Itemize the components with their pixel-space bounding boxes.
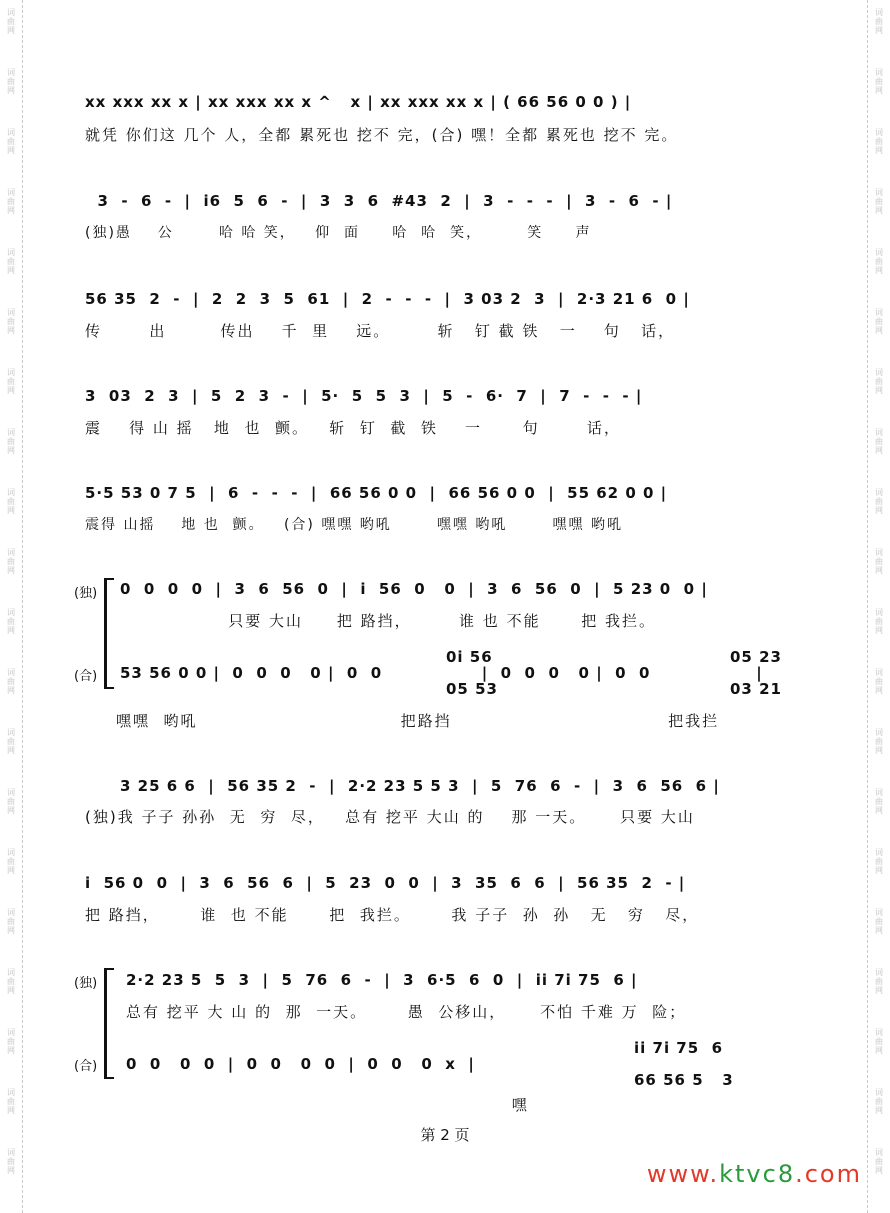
score-line-9-lyrics: 把 路挡， 谁 也 不能 把 我拦。 我 子子 孙 孙 无 穷 尽， bbox=[85, 906, 700, 924]
solo-label: (独) bbox=[74, 586, 98, 601]
watermark-glyph: 词 曲 网 bbox=[875, 548, 883, 575]
watermark-glyph: 词 曲 网 bbox=[875, 608, 883, 635]
watermark-glyph: 词 曲 网 bbox=[7, 128, 15, 155]
watermark-glyph: 词 曲 网 bbox=[875, 668, 883, 695]
score-line-3-notes: 56 35 2 - | 2 2 3 5 61 | 2 - - - | 3 03 2 3 | 2·3 21 6 0 | bbox=[85, 290, 690, 308]
right-margin-watermark bbox=[867, 0, 890, 1213]
score-line-6-lyrics: 只要 大山 把 路挡， 谁 也 不能 把 我拦。 bbox=[120, 612, 656, 630]
watermark-glyph: 词 曲 网 bbox=[7, 368, 15, 395]
score-line-10-notes: 2·2 23 5 5 3 | 5 76 6 - | 3 6·5 6 0 | ii 7i 75 6 | bbox=[126, 971, 638, 989]
watermark-glyph: 词 曲 网 bbox=[7, 1148, 15, 1175]
score-line-5-notes: 5·5 53 0 7 5 | 6 - - - | 66 56 0 0 | 66 56 0 0 | 55 62 0 0 | bbox=[85, 484, 668, 502]
watermark-glyph: 词 曲 网 bbox=[875, 308, 883, 335]
stack-1-bottom: 05 53 bbox=[446, 680, 498, 698]
watermark-glyph: 词 曲 网 bbox=[875, 1148, 883, 1175]
score-line-2-notes: 3 - 6 - | i6 5 6 - | 3 3 6 #43 2 | 3 - - - | 3 - 6 - | bbox=[85, 192, 673, 210]
page-number: 第 2 页 bbox=[420, 1126, 470, 1144]
chorus-label: (合) bbox=[74, 669, 98, 684]
watermark-glyph: 词 曲 网 bbox=[875, 1028, 883, 1055]
watermark-glyph: 词 曲 网 bbox=[875, 8, 883, 35]
stack-3-top: ii 7i 75 6 bbox=[634, 1039, 724, 1057]
stack-2-top: 05 23 bbox=[730, 648, 782, 666]
score-line-9-notes: i 56 0 0 | 3 6 56 6 | 5 23 0 0 | 3 35 6 6 | 56 35 2 - | bbox=[85, 874, 686, 892]
score-line-10-lyrics: 总有 挖平 大 山 的 那 一天。 愚 公移山， 不怕 千难 万 险； bbox=[126, 1003, 687, 1021]
stack-2-bottom: 03 21 bbox=[730, 680, 782, 698]
chorus-label-2: (合) bbox=[74, 1059, 98, 1074]
watermark-glyph: 词 曲 网 bbox=[875, 968, 883, 995]
solo-label-2: (独) bbox=[74, 976, 98, 991]
score-line-3-lyrics: 传 出 传出 千 里 远。 斩 钉 截 铁 一 句 话， bbox=[85, 322, 676, 340]
watermark-glyph: 词 曲 网 bbox=[7, 68, 15, 95]
score-line-8-notes: 3 25 6 6 | 56 35 2 - | 2·2 23 5 5 3 | 5 76 6 - | 3 6 56 6 | bbox=[120, 777, 720, 795]
watermark-glyph: 词 曲 网 bbox=[7, 968, 15, 995]
watermark-glyph: 词 曲 网 bbox=[7, 848, 15, 875]
watermark-glyph: 词 曲 网 bbox=[7, 1028, 15, 1055]
watermark-glyph: 词 曲 网 bbox=[7, 248, 15, 275]
stack-3-bottom: 66 56 5 3 bbox=[634, 1071, 734, 1089]
left-margin-watermark bbox=[0, 0, 23, 1213]
watermark-glyph: 词 曲 网 bbox=[875, 728, 883, 755]
watermark-glyph: 词 曲 网 bbox=[875, 368, 883, 395]
score-line-11-lyrics: 嘿 bbox=[126, 1096, 529, 1114]
watermark-glyph: 词 曲 网 bbox=[7, 428, 15, 455]
watermark-glyph: 词 曲 网 bbox=[875, 68, 883, 95]
watermark-glyph: 词 曲 网 bbox=[7, 488, 15, 515]
watermark-glyph: 词 曲 网 bbox=[875, 428, 883, 455]
stack-1-top: 0i 56 bbox=[446, 648, 493, 666]
system-bracket bbox=[104, 578, 114, 689]
score-line-4-lyrics: 震 得 山 摇 地 也 颤。 斩 钉 截 铁 一 句 话， bbox=[85, 419, 621, 437]
watermark-glyph: 词 曲 网 bbox=[7, 188, 15, 215]
watermark-glyph: 词 曲 网 bbox=[7, 608, 15, 635]
watermark-glyph: 词 曲 网 bbox=[875, 488, 883, 515]
watermark-glyph: 词 曲 网 bbox=[875, 1088, 883, 1115]
score-line-8-lyrics: (独)我 子子 孙孙 无 穷 尽， 总有 挖平 大山 的 那 一天。 只要 大山 bbox=[85, 808, 695, 826]
watermark-glyph: 词 曲 网 bbox=[875, 848, 883, 875]
watermark-glyph: 词 曲 网 bbox=[875, 908, 883, 935]
watermark-glyph: 词 曲 网 bbox=[7, 548, 15, 575]
watermark-glyph: 词 曲 网 bbox=[875, 788, 883, 815]
score-line-6-notes: 0 0 0 0 | 3 6 56 0 | i 56 0 0 | 3 6 56 0 | 5 23 0 0 | bbox=[120, 580, 708, 598]
score-line-4-notes: 3 03 2 3 | 5 2 3 - | 5· 5 5 3 | 5 - 6· 7 | 7 - - - | bbox=[85, 387, 643, 405]
watermark-glyph: 词 曲 网 bbox=[7, 8, 15, 35]
watermark-glyph: 词 曲 网 bbox=[7, 788, 15, 815]
watermark-glyph: 词 曲 网 bbox=[7, 908, 15, 935]
score-line-2-lyrics: (独)愚 公 哈 哈 笑， 仰 面 哈 哈 笑， 笑 声 bbox=[85, 225, 592, 241]
watermark-glyph: 词 曲 网 bbox=[7, 308, 15, 335]
score-line-1-lyrics: 就凭 你们这 几个 人，全都 累死也 挖不 完，(合) 嘿！全都 累死也 挖不 完。 bbox=[85, 126, 679, 144]
system-bracket-2 bbox=[104, 968, 114, 1079]
watermark-glyph: 词 曲 网 bbox=[875, 188, 883, 215]
site-logo: www.ktvc8.com bbox=[646, 1160, 862, 1188]
watermark-glyph: 词 曲 网 bbox=[7, 1088, 15, 1115]
score-line-7-notes: 53 56 0 0 | 0 0 0 0 | 0 0 | 0 0 0 0 | 0 0 | bbox=[120, 664, 763, 682]
watermark-glyph: 词 曲 网 bbox=[875, 248, 883, 275]
score-line-7-lyrics: 嘿嘿 哟吼 把路挡 把我拦 bbox=[116, 712, 720, 730]
watermark-glyph: 词 曲 网 bbox=[7, 728, 15, 755]
watermark-glyph: 词 曲 网 bbox=[7, 668, 15, 695]
score-line-1-notes: xx xxx xx x | xx xxx xx x ^ x | xx xxx xx x | ( 66 56 0 0 ) | bbox=[85, 93, 632, 111]
watermark-glyph: 词 曲 网 bbox=[875, 128, 883, 155]
score-line-11-notes: 0 0 0 0 | 0 0 0 0 | 0 0 0 x | bbox=[126, 1055, 475, 1073]
score-line-5-lyrics: 震得 山摇 地 也 颤。 (合) 嘿嘿 哟吼 嘿嘿 哟吼 嘿嘿 哟吼 bbox=[85, 517, 623, 533]
